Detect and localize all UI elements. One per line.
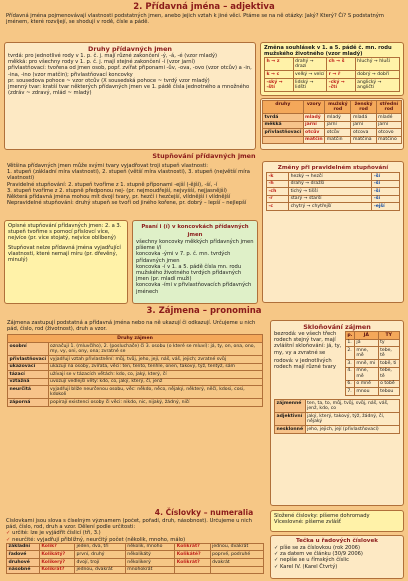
descriptive-comparison-box — [4, 220, 128, 304]
ordinal-dot-box: Tečka u řadových číslovek ✓ píše se za číslovkou (rok 2006) ✓ za datem ve článku (30/9 2006) ✓ nepíše se u římských číslic ✓ Karel IV. (Karel Čtvrtý) — [270, 535, 404, 579]
numeral-types-table — [6, 543, 264, 574]
text-line: Nepravidelné stupňování: druhý stupeň se tvoří od jiného kořene, pr. dobrý – lepší – nejlepší — [7, 200, 247, 207]
changes-table — [266, 172, 400, 211]
table-header: p. JÁ TY — [345, 332, 399, 340]
table-row: přivlastňovací vyjadřují vztah přivlastnění: můj, tvůj, jeho, její, náš, váš, jejich; zvratné svůj — [8, 356, 263, 364]
table-row: násobné Kolikrát? jednou, dvakrát mnohokrát — [7, 566, 264, 574]
text-line: nepíše se u římských číslic — [280, 557, 349, 564]
declension-table — [345, 331, 400, 396]
table-row: záporná popírají existenci osoby či věci: nikdo, nic, nijaký, žádný, ničí — [8, 399, 263, 407]
table-row: nesklonné jeho, jejich, její (přivlastňovací) — [275, 425, 400, 433]
box-title: Změna souhlásek v 1. a 5. pádě č. mn. rodu mužského životného (vzor mladý) — [264, 45, 392, 58]
table-row: -ský → -ští lidský → lidští -cký → -čtí anglický → angličtí — [265, 79, 400, 92]
table-row: 2. mne, mě tebe, tě — [345, 347, 399, 360]
section-title: 3. Zájmena – pronomina — [146, 306, 262, 316]
type-item: měkká: pro všechny rody v 1. p. č. j. mají stejné zakončení -í (vzor jarní) — [8, 59, 195, 66]
section-pronouns — [4, 306, 404, 317]
box-title: Psaní i (í) v koncovkách přídavných jmen — [141, 224, 249, 238]
table-row: -r starý → starší -ší — [267, 195, 400, 203]
box-title: Skloňování zájmen — [303, 323, 371, 331]
text-line: koncovka -ými v 7. p. č. mn. tvrdých přídavných jmen — [136, 251, 231, 264]
table-row: měkká jarní jarní jarní jarní — [263, 121, 402, 129]
comparison-text — [4, 161, 258, 217]
text-line: koncovka -ími v přivlastňovacích přídavných jménech — [136, 282, 252, 295]
text-line: neurčité: vyjadřují přibližný, neurčitý počet (několik, mnoho, málo) — [12, 536, 186, 543]
text-line: Některá přídavná jména mohou mít dvojí tvary, pr. hezčí i hezčejší, vlídnější i vlídnější — [7, 194, 231, 201]
table-row: k → c velký → velcí r → ř dobrý → dobří — [265, 71, 400, 79]
box-title: Tečka u řadových číslovek — [296, 538, 378, 544]
table-row: ukazovací ukazují na osoby, zvířata, věci: ten, tento, tenhle, onen, takový, týž, tentýž, sám — [8, 363, 263, 371]
type-item: jmenný tvar: kratší tvar některých přídavných jmen ve 1. pádě čísla jednotného a množného (zdráv ~ zdravý, mlád ~ mladý) — [8, 84, 250, 97]
table-row: -c chytrý → chytřejší -ejší — [267, 203, 400, 211]
table-row: přivlastňovací otcův otcův otcova otcovo — [263, 129, 402, 137]
table-row: adjektivní jaký, který, takový, týž, žádný, čí, nějaký — [275, 412, 400, 425]
table-row: -k hezký → hezčí -ší — [267, 173, 400, 181]
text-line: Pravidelné stupňování: 2. stupeň tvoříme z 1. stupně příponami -ejší (-ější), -ší, -í — [7, 181, 218, 188]
table-row: matčin matčin matčina matčino — [263, 136, 402, 144]
numerals-box: Číslovkami jsou slova s číselným významem (počet, pořadí, druh, násobnost). Určujeme u nich pád, číslo, rod, druh a vzor. Dělení podle určitosti: ✓ určité: lze je vyjádřit číslicí (tři, 3.) ✓ neurčité: vyjadřují přibližný, neurčitý počet (několik, mnoho, málo) základní Kolik? jeden, dva, tři několik, mnoho Kolikrát? jednou, dvakrát řadové Kolikátý? první, druhý několikátý Kolikáté? poprvé, podruhé druhové Kolikerý? dvojí, trojí několikerý Kolikrát? dvakrát násobné Kolikrát? jednou, dvakrát mnohokrát — [4, 518, 266, 579]
adjective-types-box — [4, 42, 256, 150]
text-line: Opisné stupňování přídavných jmen: 2. a 3. stupeň tvoříme s pomocí příslovcí více, nejvíce (pr. více stojatý, nejvíce oblíbený) — [8, 223, 122, 242]
box-title: Změny při pravidelném stupňování — [277, 165, 389, 171]
text-line: Karel IV. (Karel Čtvrtý) — [280, 563, 338, 570]
patterns-table-box — [260, 98, 404, 150]
consonant-table — [264, 57, 400, 92]
type-item: přivlastňovací: tvořena od jmen osob, popř. zvířat připonami -ův, -ova, -ovo (vzor otcův) a -in, -ina, -ino (vzor matčin); přivlastňovací koncovky — [8, 65, 252, 78]
pronoun-types-table — [7, 334, 263, 407]
table-row: h → z drahý → drazí ch → š hluchý → hluší — [265, 58, 400, 71]
box-title: Druhy přídavných jmen — [88, 45, 172, 53]
text-line: 1. stupeň (základní míra vlastnosti), 2. stupeň (větší míra vlastnosti), 3. stupeň (největší míra vlastnosti) — [7, 169, 250, 182]
text-line: bezrodá: ve všech třech rodech stejný tvar, mají zvláštní skloňování: já, ty, my, vy a zvratné se — [274, 331, 342, 356]
text-line: Stupňovat nelze přídavná jména vyjadřující vlastnosti, které nemají míru (pr. dřevěný, minulý) — [8, 244, 121, 264]
regular-changes-box — [262, 161, 404, 303]
table-row: 6. o mně o tobě — [345, 380, 399, 388]
table-row: druhové Kolikerý? dvojí, trojí několikerý Kolikrát? dvakrát — [7, 559, 264, 567]
table-row: 7. mnou tebou — [345, 388, 399, 396]
text-line: Víceslovné: píšeme zvlášť — [274, 519, 341, 526]
compound-numerals-box — [270, 510, 404, 532]
consonant-change-box — [260, 42, 404, 96]
type-item: pr. sousedova pohoce ~ vzor otcův (X sousedská pohoce ~ tvrdý vzor mladý) — [8, 77, 210, 84]
table-row: zájmenné ten, ta, to, můj, tvůj, svůj, náš, váš, jenž, kdo, co — [275, 399, 400, 412]
subsection-title: Stupňování přídavných jmen — [152, 152, 256, 160]
comparison-section — [4, 152, 404, 160]
text-line: Většina přídavných jmen může svými tvary vyjadřovat troji stupeň vlastnosti: — [7, 163, 209, 169]
type-item: tvrdá: pro jednotlivé rody v 1. p. č. j. mají různé zakončení -ý, -á, -é (vzor mladý) — [8, 53, 218, 59]
table-row: vztažná uvozují vedlejší věty: kdo, co, jaký, který, čí, jenž — [8, 378, 263, 386]
section-intro: Zájmena zastupují podstatná a přídavná jména nebo na ně ukazují či odkazují. Určujeme u nich pád, číslo, rod (životnost), druh a vzor. — [7, 320, 256, 333]
patterns-table — [262, 100, 402, 144]
section-adjectives — [4, 2, 404, 25]
pronoun-declension-box — [270, 320, 404, 506]
table-row: -ch tichý → tišší -ší — [267, 188, 400, 196]
table-row: tázací užívají se v tázacích větách: kdo, co, jaký, který, čí — [8, 371, 263, 379]
pronoun-types-box — [4, 318, 266, 506]
table-row: neurčitá vyjadřují blíže neurčenou osobu, věc: někdo, něco, nějaký, některý, něčí, kdosi, cosi, kdokoli — [8, 386, 263, 399]
i-spelling-box — [132, 220, 258, 304]
text-line: Složené číslovky: píšeme dohromady — [274, 513, 370, 519]
section-intro: Přídavná jména pojmenovávají vlastnosti podstatných jmen, anebo jejich vztah k jiné věci. Ptáme se na ně otázky: Jaký? Který? Čí? S podstatným jménem, které rozvíjejí, se shodují v rodě, čísle a pádě. — [6, 13, 384, 26]
section-title: 4. Číslovky – numeralia — [154, 508, 254, 517]
text-line: koncovka -í v 1. a 5. pádě čísla mn. rodu mužského životného tvrdých přídavných jmen (pr. mladí muži) — [136, 263, 242, 283]
table-row: řadové Kolikátý? první, druhý několikátý Kolikáté? poprvé, podruhé — [7, 551, 264, 559]
section-title: 2. Přídavná jména – adjektiva — [133, 2, 275, 12]
text-line: všechny koncovky měkkých přídavných jmen píšeme i/í — [136, 239, 254, 252]
table-row: 4. mne, mě tebe, tě — [345, 367, 399, 380]
text-line: rodová: v jednotlivých rodech mají různé tvary — [274, 357, 336, 371]
gendered-table — [274, 399, 400, 434]
table-row: tvrdá mladý mladý mladá mladé — [263, 114, 402, 122]
table-row: -h drahý → dražší -ší — [267, 180, 400, 188]
table-header: druhy vzory mužský rod ženský rod střední rod — [263, 101, 402, 114]
section-intro: Číslovkami jsou slova s číselným významem (počet, pořadí, druh, násobnost). Určujeme u nich pád, číslo, rod, druh a vzor. Dělení podle určitosti: — [6, 518, 252, 531]
text-line: za datem ve článku (30/9 2006) — [280, 551, 363, 558]
text-line: určité: lze je vyjádřit číslicí (tři, 3.) — [12, 530, 101, 537]
table-row: 1. já ty — [345, 339, 399, 347]
table-row: 3. mně, mi tobě, ti — [345, 360, 399, 368]
table-row: základní Kolik? jeden, dva, tři několik, mnoho Kolikrát? jednou, dvakrát — [7, 543, 264, 551]
table-row: osobní označují 1. (mluvčího), 2. (posluchače) či 3. osobu (o které se mluví): já, ty, on, ona, ono, my, vy, oni, ony, ona; zvratné se — [8, 343, 263, 356]
table-header: Druhy zájmen — [8, 335, 263, 343]
text-line: píše se za číslovkou (rok 2006) — [280, 545, 361, 551]
text-line: 3. stupeň tvoříme z 2. stupně předponou nej- (pr. nejmoudřejší, nejvyšší, nejjasnější) — [7, 187, 227, 194]
